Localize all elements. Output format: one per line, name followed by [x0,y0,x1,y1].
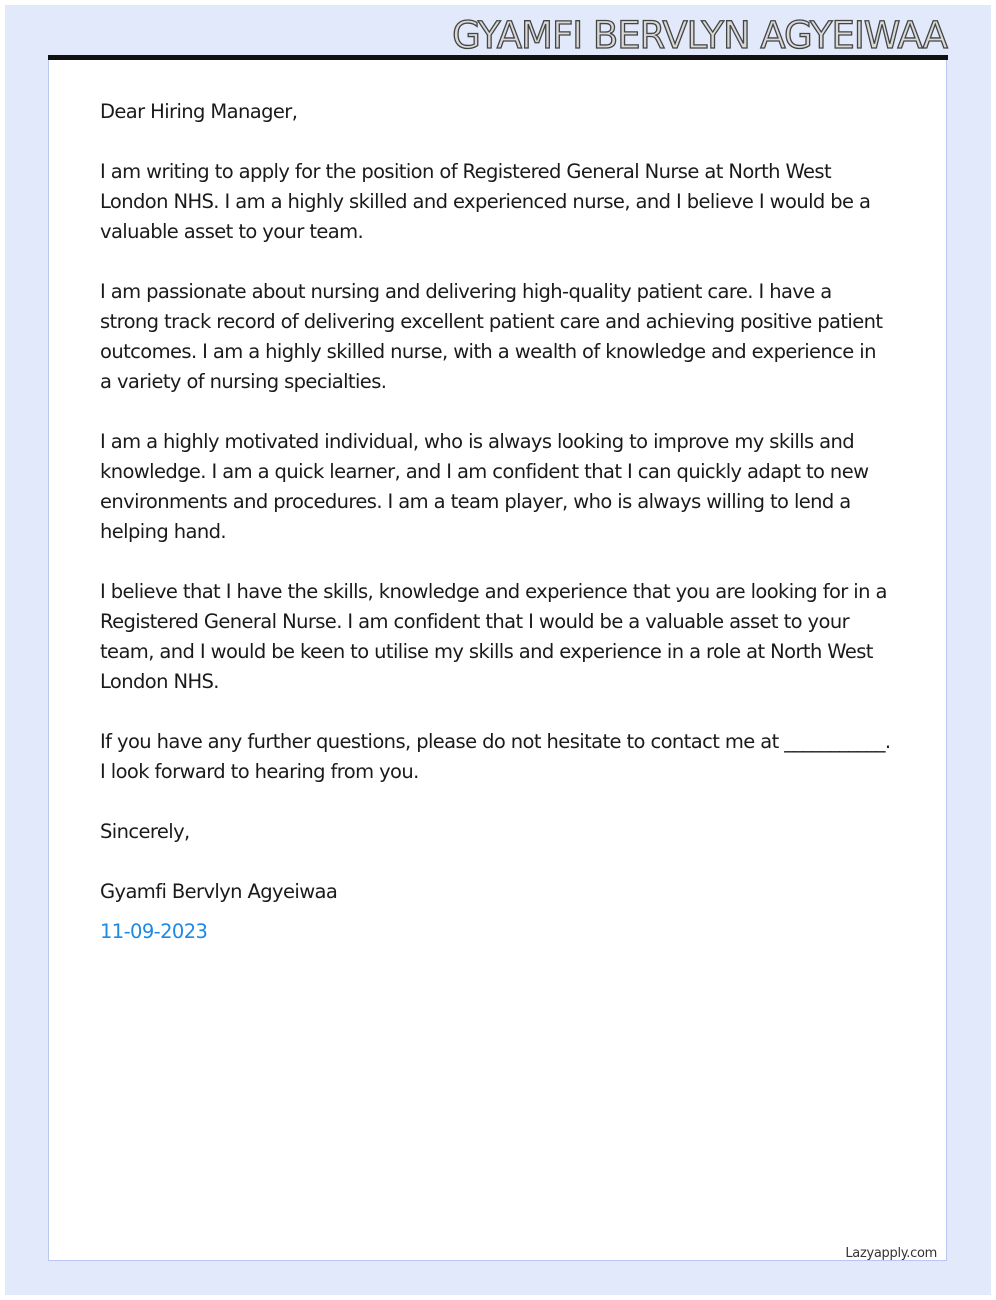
salutation: Dear Hiring Manager, [100,100,298,123]
paragraph-intro: I am writing to apply for the position of Registered General Nurse at North West London NHS. I am a highly skilled and experienced nurse, and I believe I would be a valuable asset to your team. [100,160,871,243]
paragraph-contact: If you have any further questions, please do not hesitate to contact me at ___________. I look forward to hearing from you. [100,730,891,783]
applicant-name-heading: GYAMFI BERVLYN AGYEIWAA [452,14,947,57]
letter-body [100,97,892,977]
paragraph-passion: I am passionate about nursing and delivering high-quality patient care. I have a strong track record of delivering excellent patient care and achieving positive patient outcomes. I am a highly skilled nurse, with a wealth of knowledge and experience in a variety of nursing specialties. [100,280,883,393]
paragraph-fit: I believe that I have the skills, knowledge and experience that you are looking for in a Registered General Nurse. I am confident that I would be a valuable asset to your team, and I would be keen to utilise my skills and experience in a role at North West London NHS. [100,580,887,693]
letter-date: 11-09-2023 [100,920,208,943]
signature-name: Gyamfi Bervlyn Agyeiwaa [100,880,338,903]
paragraph-motivation: I am a highly motivated individual, who is always looking to improve my skills and knowledge. I am a quick learner, and I am confident that I can quickly adapt to new environments and procedures. I am a team player, who is always willing to lend a helping hand. [100,430,869,543]
footer-brand: Lazyapply.com [845,1246,937,1261]
closing: Sincerely, [100,820,190,843]
